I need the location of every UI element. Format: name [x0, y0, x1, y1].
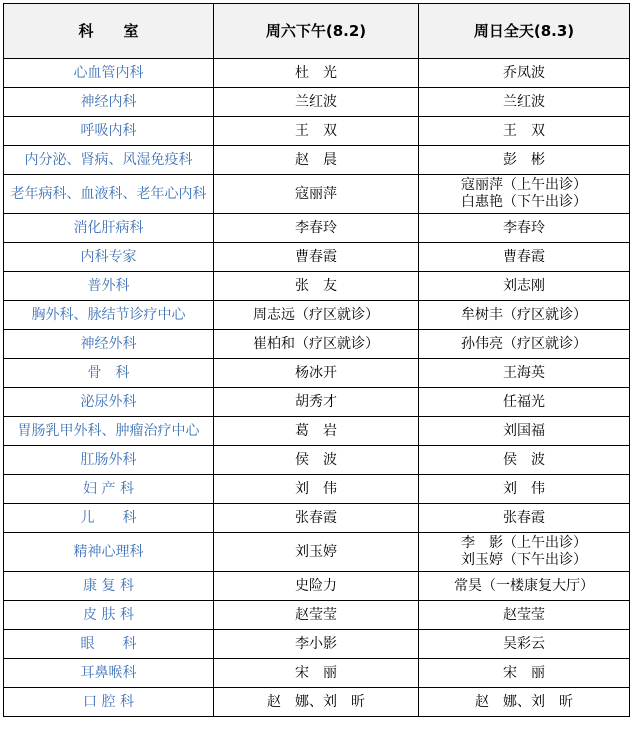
header-sunday-all-day: 周日全天(8.3) — [419, 4, 630, 59]
saturday-doctor-cell: 葛 岩 — [214, 417, 419, 446]
saturday-doctor-cell: 刘玉婷 — [214, 533, 419, 572]
department-cell: 骨 科 — [4, 359, 214, 388]
saturday-doctor-cell: 李春玲 — [214, 214, 419, 243]
sunday-doctor-cell: 李 影（上午出诊） 刘玉婷（下午出诊） — [419, 533, 630, 572]
department-cell: 内分泌、肾病、风湿免疫科 — [4, 146, 214, 175]
saturday-doctor-cell: 李小影 — [214, 630, 419, 659]
sunday-doctor-cell: 赵莹莹 — [419, 601, 630, 630]
sunday-doctor-cell: 寇丽萍（上午出诊） 白惠艳（下午出诊） — [419, 175, 630, 214]
saturday-doctor-cell: 曹春霞 — [214, 243, 419, 272]
department-cell: 呼吸内科 — [4, 117, 214, 146]
department-cell: 消化肝病科 — [4, 214, 214, 243]
department-cell: 精神心理科 — [4, 533, 214, 572]
sunday-doctor-cell: 张春霞 — [419, 504, 630, 533]
table-row — [4, 659, 630, 688]
table-row — [4, 388, 630, 417]
saturday-doctor-cell: 赵 娜、刘 昕 — [214, 688, 419, 717]
saturday-doctor-cell: 杜 光 — [214, 59, 419, 88]
sunday-doctor-cell: 常昊（一楼康复大厅） — [419, 572, 630, 601]
table-row — [4, 117, 630, 146]
table-row — [4, 572, 630, 601]
department-cell: 神经外科 — [4, 330, 214, 359]
saturday-doctor-cell: 王 双 — [214, 117, 419, 146]
department-cell: 普外科 — [4, 272, 214, 301]
saturday-doctor-cell: 胡秀才 — [214, 388, 419, 417]
sunday-doctor-cell: 吴彩云 — [419, 630, 630, 659]
department-cell: 肛肠外科 — [4, 446, 214, 475]
saturday-doctor-cell: 周志远（疗区就诊） — [214, 301, 419, 330]
sunday-doctor-cell: 侯 波 — [419, 446, 630, 475]
table-row — [4, 446, 630, 475]
table-row — [4, 301, 630, 330]
saturday-doctor-cell: 侯 波 — [214, 446, 419, 475]
table-row — [4, 330, 630, 359]
department-cell: 耳鼻喉科 — [4, 659, 214, 688]
table-row — [4, 417, 630, 446]
sunday-doctor-cell: 王 双 — [419, 117, 630, 146]
saturday-doctor-cell: 崔柏和（疗区就诊） — [214, 330, 419, 359]
sunday-doctor-cell: 赵 娜、刘 昕 — [419, 688, 630, 717]
saturday-doctor-cell: 史险力 — [214, 572, 419, 601]
sunday-doctor-cell: 宋 丽 — [419, 659, 630, 688]
sunday-doctor-cell: 兰红波 — [419, 88, 630, 117]
department-cell: 皮 肤 科 — [4, 601, 214, 630]
sunday-doctor-cell: 任福光 — [419, 388, 630, 417]
table-row — [4, 504, 630, 533]
table-row — [4, 88, 630, 117]
sunday-doctor-cell: 刘志刚 — [419, 272, 630, 301]
sunday-doctor-cell: 牟树丰（疗区就诊） — [419, 301, 630, 330]
saturday-doctor-cell: 张春霞 — [214, 504, 419, 533]
department-cell: 儿 科 — [4, 504, 214, 533]
saturday-doctor-cell: 赵 晨 — [214, 146, 419, 175]
header-saturday-afternoon: 周六下午(8.2) — [214, 4, 419, 59]
saturday-doctor-cell: 刘 伟 — [214, 475, 419, 504]
saturday-doctor-cell: 兰红波 — [214, 88, 419, 117]
department-cell: 神经内科 — [4, 88, 214, 117]
table-row — [4, 243, 630, 272]
saturday-doctor-cell: 寇丽萍 — [214, 175, 419, 214]
sunday-doctor-cell: 刘 伟 — [419, 475, 630, 504]
table-row — [4, 175, 630, 214]
table-row — [4, 475, 630, 504]
header-department: 科 室 — [4, 4, 214, 59]
schedule-table — [3, 3, 630, 717]
table-row — [4, 601, 630, 630]
saturday-doctor-cell: 宋 丽 — [214, 659, 419, 688]
table-row — [4, 59, 630, 88]
saturday-doctor-cell: 张 友 — [214, 272, 419, 301]
saturday-doctor-cell: 杨冰开 — [214, 359, 419, 388]
department-cell: 内科专家 — [4, 243, 214, 272]
sunday-doctor-cell: 彭 彬 — [419, 146, 630, 175]
sunday-doctor-cell: 李春玲 — [419, 214, 630, 243]
department-cell: 口 腔 科 — [4, 688, 214, 717]
department-cell: 眼 科 — [4, 630, 214, 659]
department-cell: 妇 产 科 — [4, 475, 214, 504]
department-cell: 胸外科、脉结节诊疗中心 — [4, 301, 214, 330]
sunday-doctor-cell: 乔凤波 — [419, 59, 630, 88]
table-row — [4, 146, 630, 175]
department-cell: 老年病科、血液科、老年心内科 — [4, 175, 214, 214]
table-row — [4, 214, 630, 243]
table-row — [4, 688, 630, 717]
sunday-doctor-cell: 孙伟亮（疗区就诊） — [419, 330, 630, 359]
department-cell: 康 复 科 — [4, 572, 214, 601]
table-row — [4, 630, 630, 659]
sunday-doctor-cell: 曹春霞 — [419, 243, 630, 272]
table-row — [4, 359, 630, 388]
header-row — [4, 4, 630, 59]
department-cell: 胃肠乳甲外科、肿瘤治疗中心 — [4, 417, 214, 446]
saturday-doctor-cell: 赵莹莹 — [214, 601, 419, 630]
table-row — [4, 533, 630, 572]
department-cell: 泌尿外科 — [4, 388, 214, 417]
sunday-doctor-cell: 刘国福 — [419, 417, 630, 446]
sunday-doctor-cell: 王海英 — [419, 359, 630, 388]
table-row — [4, 272, 630, 301]
department-cell: 心血管内科 — [4, 59, 214, 88]
